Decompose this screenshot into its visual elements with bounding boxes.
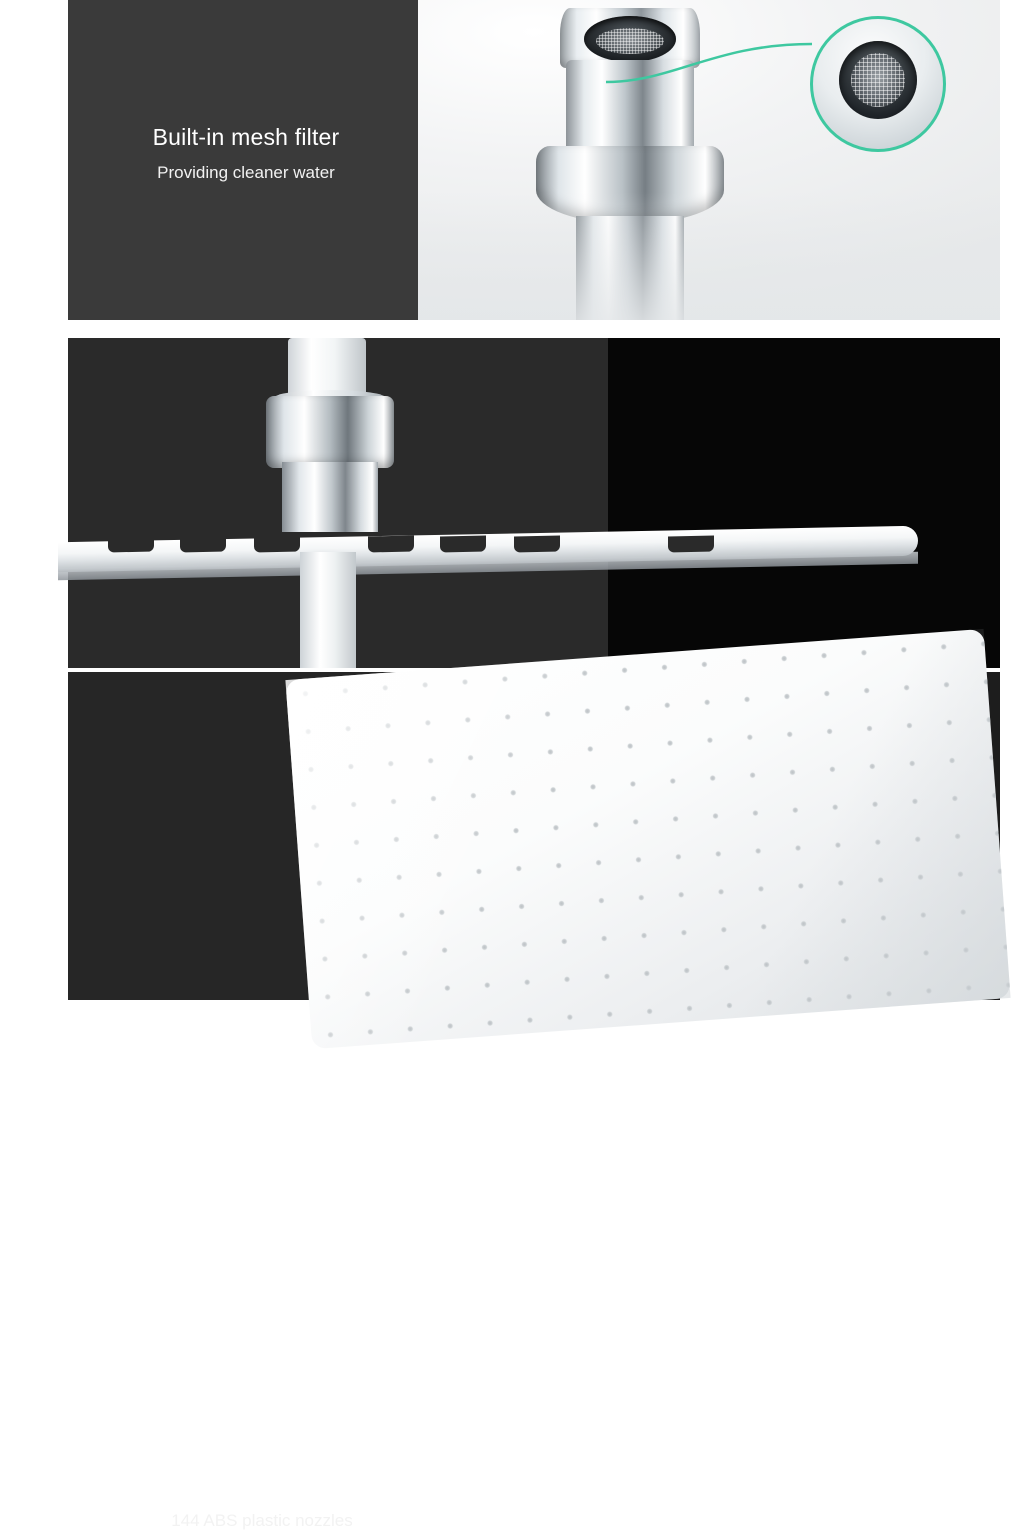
panel-2-lower-stem <box>300 552 356 668</box>
plate-shadow-notch <box>180 536 226 553</box>
panel-3-subtitle: 144 ABS plastic nozzles <box>171 1510 353 1530</box>
plate-shadow-notch <box>108 536 154 553</box>
inlet-flange <box>536 146 724 224</box>
panel-sleek-design <box>68 338 1000 668</box>
plate-shadow-notch <box>368 536 414 553</box>
inlet-collar <box>560 8 700 68</box>
callout-bore <box>839 41 917 119</box>
plate-shadow-notch <box>668 536 714 553</box>
panel-divider-1 <box>68 320 1000 338</box>
panel-1-photo <box>418 0 1000 320</box>
panel-3-title: Large coverage <box>180 1472 344 1498</box>
left-margin <box>0 0 68 1000</box>
swivel-joint <box>266 396 394 468</box>
callout-mesh-screen <box>851 53 905 107</box>
plate-shadow-notch <box>440 536 486 553</box>
panel-2-caption-background <box>608 338 1000 668</box>
mesh-filter-callout <box>810 16 946 152</box>
mesh-filter-screen <box>596 28 664 54</box>
plate-shadow-notch <box>254 536 300 553</box>
shower-head-face <box>285 629 1010 1049</box>
swivel-neck <box>282 462 378 532</box>
panel-1-title: Built-in mesh filter <box>152 124 340 150</box>
panel-1-caption <box>76 124 416 183</box>
face-highlight <box>285 629 1010 1049</box>
inlet-bore <box>584 16 676 62</box>
inlet-stem <box>576 216 684 320</box>
shower-arm-inlet <box>530 8 730 320</box>
leader-line-icon <box>604 34 816 96</box>
plate-shadow-notch <box>514 536 560 553</box>
panel-large-coverage <box>68 672 1000 1530</box>
inlet-neck <box>566 60 694 156</box>
panel-mesh-filter <box>68 0 1000 320</box>
panel-3-caption <box>102 1472 422 1531</box>
panel-1-subtitle: Providing cleaner water <box>157 162 335 182</box>
